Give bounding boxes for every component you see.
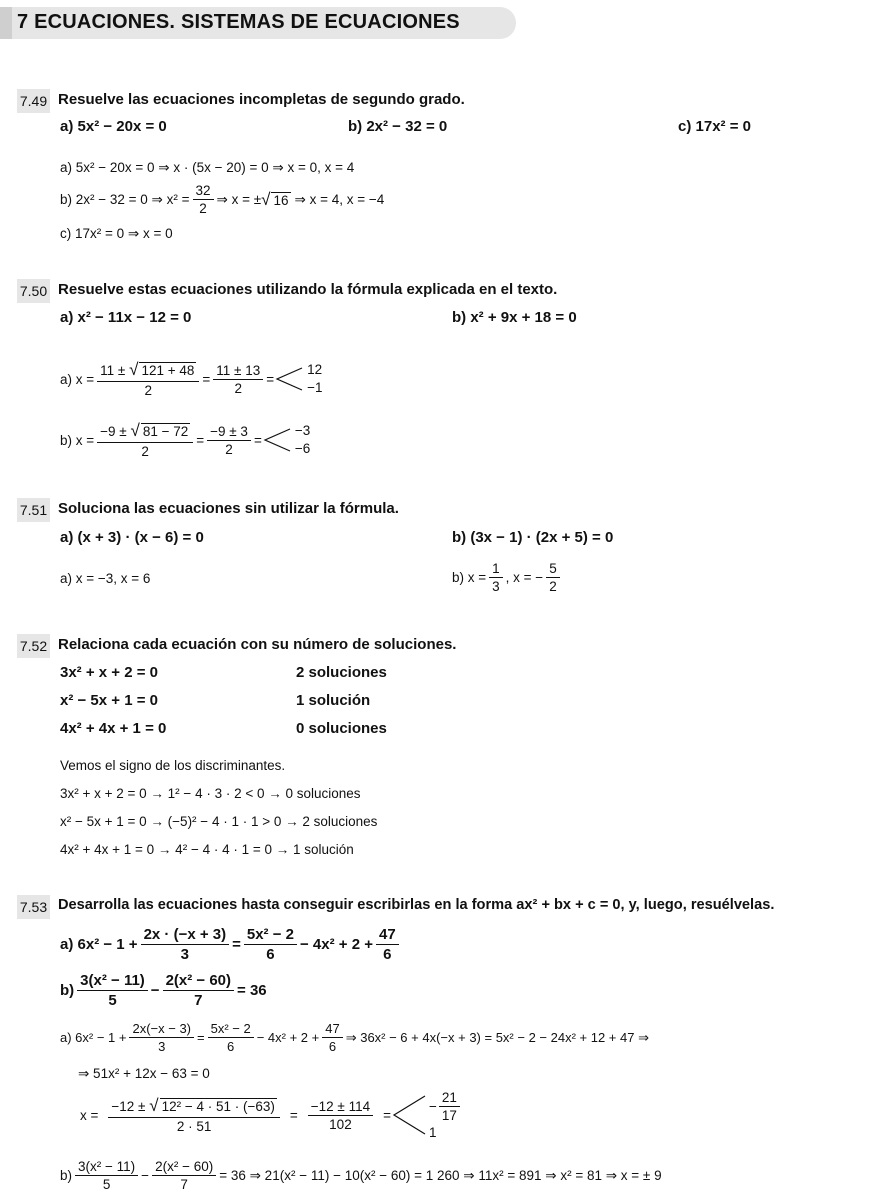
equals: = [383, 1107, 391, 1123]
problem-number: 7.49 [17, 89, 50, 113]
denominator: 2 [144, 383, 153, 398]
solution-a [60, 360, 323, 398]
num-prefix: −9 ± [100, 424, 127, 439]
fraction [141, 926, 230, 963]
numerator: 47 [322, 1021, 342, 1038]
numerator: 1 [489, 561, 503, 578]
problem-number: 7.51 [17, 498, 50, 522]
item-b: b) (3x − 1) · (2x + 5) = 0 [452, 529, 614, 546]
solution-b-end: ⇒ x = 4, x = −4 [294, 191, 385, 207]
sqrt-icon: √ [149, 1096, 159, 1115]
fraction [213, 363, 263, 396]
lhs: b) x = [60, 432, 95, 448]
discriminant-line: x² − 5x + 1 = 0 → (−5)² − 4 · 1 · 1 > 0 → 2 soluciones [60, 814, 378, 829]
quadratic-formula [80, 1090, 462, 1140]
sol-end: ⇒ 36x² − 6 + 4x(−x + 3) = 5x² − 2 − 24x² + 12 + 47 ⇒ [345, 1029, 649, 1045]
equation-a [60, 926, 402, 963]
solution-b [452, 561, 563, 594]
denominator: 7 [194, 992, 203, 1009]
solution-count: 1 solución [296, 692, 371, 709]
sqrt-icon: √ [129, 360, 139, 379]
split-bracket-icon [262, 425, 292, 455]
equation: 4x² + 4x + 1 = 0 [60, 720, 167, 737]
equation: 3x² + x + 2 = 0 [60, 664, 158, 681]
problem-statement: Soluciona las ecuaciones sin utilizar la fórmula. [58, 500, 399, 517]
denominator: 6 [328, 1039, 337, 1054]
value: −3 [294, 423, 311, 438]
denominator: 3 [158, 1039, 166, 1054]
item-b: b) x² + 9x + 18 = 0 [452, 309, 577, 326]
denominator: 2 [199, 201, 207, 216]
eq-prefix: a) 6x² − 1 + [60, 936, 138, 953]
solution-b-mid: ⇒ x = ± [216, 191, 262, 207]
lhs: b) x = [452, 570, 487, 585]
equals: = [253, 432, 262, 448]
equals: = [202, 371, 211, 387]
solution-a [60, 1021, 649, 1054]
equation-b [60, 972, 267, 1009]
sol-prefix: a) 6x² − 1 + [60, 1030, 127, 1045]
minus: − [141, 1168, 150, 1183]
fraction [546, 561, 560, 594]
numerator: 2(x² − 60) [163, 972, 234, 991]
minus: − [150, 982, 160, 999]
denominator: 5 [108, 992, 117, 1009]
equation: x² − 5x + 1 = 0 [60, 692, 158, 709]
radicand: 16 [273, 192, 289, 208]
problem-number: 7.50 [17, 279, 50, 303]
fraction [439, 1090, 460, 1123]
denominator: 5 [102, 1177, 111, 1192]
fraction [308, 1099, 373, 1132]
numerator: 21 [439, 1090, 460, 1107]
discriminant-line: 4x² + 4x + 1 = 0 → 4² − 4 · 4 · 1 = 0 → 1 solución [60, 842, 354, 857]
fraction [208, 1021, 254, 1054]
numerator: 5 [546, 561, 560, 578]
item-a: a) 5x² − 20x = 0 [60, 118, 167, 135]
value: −6 [294, 441, 311, 456]
eq-middle: − 4x² + 2 + [300, 936, 373, 953]
value: 1 [429, 1125, 437, 1140]
solution-c: c) 17x² = 0 ⇒ x = 0 [60, 226, 173, 241]
equals: = [266, 371, 275, 387]
solution-a-line2: ⇒ 51x² + 12x − 63 = 0 [78, 1066, 210, 1081]
value: −1 [307, 380, 323, 395]
numerator [97, 421, 193, 443]
fraction [77, 972, 148, 1009]
fraction [207, 424, 251, 457]
numerator: 2x(−x − 3) [129, 1021, 194, 1038]
denominator: 6 [227, 1039, 235, 1054]
fraction [193, 183, 214, 216]
denominator: 7 [180, 1177, 188, 1192]
equals: = [232, 936, 241, 953]
denominator: 2 [141, 444, 149, 459]
problem-number: 7.53 [17, 895, 50, 919]
problem-statement: Desarrolla las ecuaciones hasta conseguir escribirlas en la forma ax² + bx + c = 0, y, luego, resuélvelas. [58, 897, 775, 913]
fraction [244, 926, 297, 963]
denominator: 6 [266, 946, 275, 963]
fraction [97, 421, 193, 459]
denominator: 17 [441, 1108, 457, 1123]
numerator: 5x² − 2 [208, 1021, 254, 1038]
value: 12 [307, 362, 323, 377]
equals: = [289, 1107, 298, 1123]
problem-number: 7.52 [17, 634, 50, 658]
denominator: 2 [549, 579, 557, 594]
sqrt-icon: √ [130, 421, 140, 440]
sqrt-icon: √ [261, 189, 271, 209]
fraction [163, 972, 234, 1009]
numerator: −12 ± 114 [308, 1099, 373, 1116]
item-a: a) x² − 11x − 12 = 0 [60, 309, 192, 326]
solution-a: a) x = −3, x = 6 [60, 571, 151, 586]
problem-statement: Resuelve estas ecuaciones utilizando la fórmula explicada en el texto. [58, 281, 558, 298]
solution-b [60, 183, 384, 216]
numerator [108, 1096, 279, 1118]
radicand: 12² − 4 · 51 · (−63) [161, 1099, 275, 1114]
radicand: 81 − 72 [142, 424, 189, 439]
fraction [108, 1096, 279, 1134]
sol-prefix: b) [60, 1168, 73, 1183]
eq-prefix: b) [60, 982, 75, 999]
denominator: 2 · 51 [176, 1119, 212, 1134]
numerator: 5x² − 2 [244, 926, 297, 945]
item-b: b) 2x² − 32 = 0 [348, 118, 448, 135]
fraction [75, 1159, 138, 1192]
denominator: 2 [234, 380, 242, 396]
denominator: 3 [180, 946, 189, 963]
numerator: 47 [376, 926, 399, 945]
fraction [489, 561, 503, 594]
page-title: 7 ECUACIONES. SISTEMAS DE ECUACIONES [17, 11, 460, 33]
numerator: 3(x² − 11) [75, 1159, 138, 1176]
sol-middle: − 4x² + 2 + [256, 1030, 320, 1045]
fraction [322, 1021, 342, 1054]
fraction [129, 1021, 194, 1054]
item-a: a) (x + 3) · (x − 6) = 0 [60, 529, 204, 546]
radicand: 121 + 48 [141, 363, 195, 378]
sign: − [429, 1099, 437, 1114]
fraction [97, 360, 199, 398]
solution-count: 2 soluciones [296, 664, 387, 681]
numerator: 2x · (−x + 3) [141, 926, 230, 945]
fraction [376, 926, 399, 963]
sol-end: = 36 ⇒ 21(x² − 11) − 10(x² − 60) = 1 260 ⇒ 11x² = 891 ⇒ x² = 81 ⇒ x = ± 9 [219, 1167, 662, 1183]
equals: = [196, 432, 205, 448]
num-prefix: 11 ± [100, 363, 126, 378]
denominator: 3 [492, 579, 500, 594]
split-bracket-icon [274, 364, 304, 394]
split-values [262, 422, 310, 458]
equals: = [197, 1030, 205, 1045]
numerator: 11 ± 13 [213, 363, 263, 380]
split-values [274, 361, 322, 397]
denominator: 2 [225, 441, 233, 457]
split-bracket-icon [391, 1092, 427, 1138]
solution-b [60, 421, 310, 459]
numerator [97, 360, 199, 382]
problem-statement: Relaciona cada ecuación con su número de soluciones. [58, 636, 457, 653]
solution-b [60, 1159, 662, 1192]
split-values [391, 1090, 462, 1140]
numerator: 32 [193, 183, 214, 200]
discriminant-line: 3x² + x + 2 = 0 → 1² − 4 · 3 · 2 < 0 → 0 soluciones [60, 786, 361, 801]
lhs: a) x = [60, 371, 95, 387]
denominator: 6 [383, 946, 392, 963]
solution-count: 0 soluciones [296, 720, 387, 737]
numerator: 2(x² − 60) [152, 1159, 216, 1176]
fraction [152, 1159, 216, 1192]
lhs: x = [80, 1107, 99, 1123]
problem-statement: Resuelve las ecuaciones incompletas de segundo grado. [58, 91, 465, 108]
eq-end: = 36 [237, 982, 267, 999]
solution-b-start: b) 2x² − 32 = 0 ⇒ x² = [60, 191, 190, 207]
numerator: −9 ± 3 [207, 424, 251, 441]
denominator: 102 [329, 1116, 352, 1132]
intro-text: Vemos el signo de los discriminantes. [60, 758, 286, 773]
item-c: c) 17x² = 0 [678, 118, 751, 135]
solution-a: a) 5x² − 20x = 0 ⇒ x · (5x − 20) = 0 ⇒ x = 0, x = 4 [60, 160, 355, 175]
header-tab [0, 7, 12, 39]
num-prefix: −12 ± [111, 1099, 146, 1114]
numerator: 3(x² − 11) [77, 972, 148, 991]
separator: , x = − [505, 570, 544, 585]
